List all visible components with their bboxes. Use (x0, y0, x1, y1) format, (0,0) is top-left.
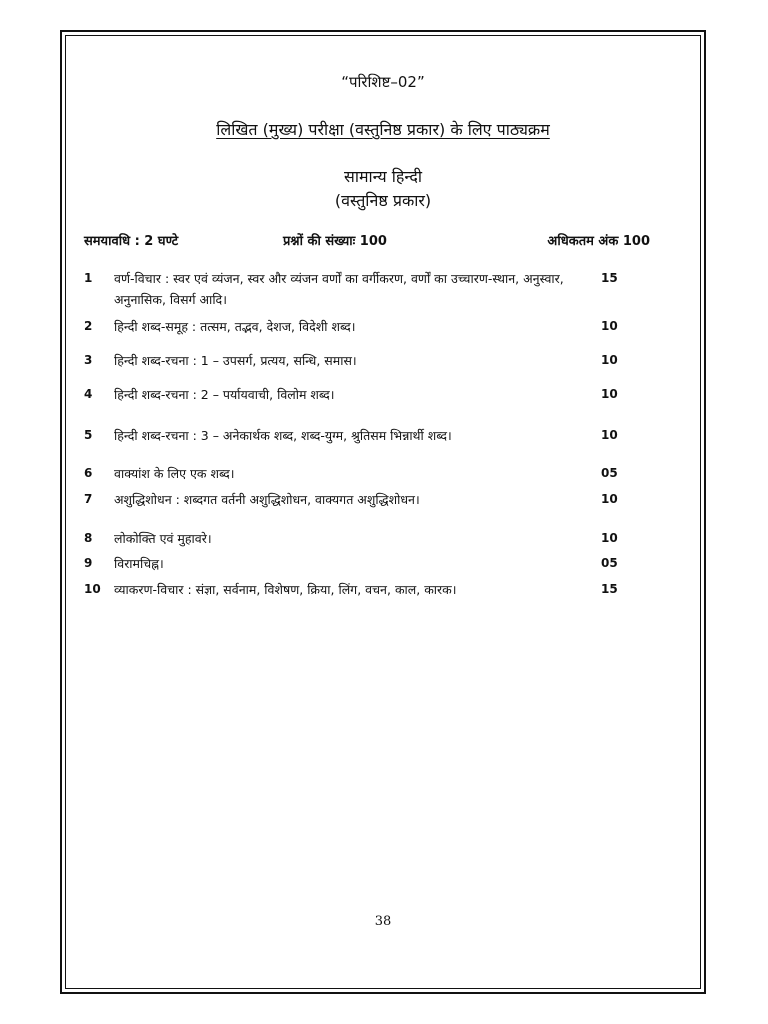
row-number: 6 (84, 466, 93, 480)
question-count: प्रश्नों की संख्याः 100 (283, 234, 387, 249)
row-topic: अशुद्धिशोधन : शब्दगत वर्तनी अशुद्धिशोधन, वाक्यगत अशुद्धिशोधन। (114, 492, 420, 507)
row-topic: हिन्दी शब्द-रचना : 3 – अनेकार्थक शब्द, शब्द-युग्म, श्रुतिसम भिन्नार्थी शब्द। (114, 428, 452, 443)
row-topic: व्याकरण-विचार : संज्ञा, सर्वनाम, विशेषण, क्रिया, लिंग, वचन, काल, कारक। (114, 582, 457, 597)
row-topic: लोकोक्ति एवं मुहावरे। (114, 531, 212, 546)
row-marks: 10 (601, 387, 618, 401)
exam-duration: समयावधि : 2 घण्टे (84, 234, 179, 249)
row-number: 1 (84, 271, 93, 285)
subject-type: (वस्तुनिष्ठ प्रकार) (334, 191, 432, 210)
row-marks: 10 (601, 531, 618, 545)
row-topic: वर्ण-विचार : स्वर एवं व्यंजन, स्वर और व्यंजन वर्णों का वर्गीकरण, वर्णों का उच्चारण-स्थान, अनुस्वार, अनुनासिक, विसर्ग आदि। (114, 271, 564, 307)
row-number: 2 (84, 319, 93, 333)
row-marks: 15 (601, 582, 618, 596)
row-marks: 10 (601, 428, 618, 442)
row-topic: वाक्यांश के लिए एक शब्द। (114, 466, 235, 481)
row-marks: 05 (601, 466, 618, 480)
row-number: 9 (84, 556, 93, 570)
row-marks: 10 (601, 492, 618, 506)
row-number: 3 (84, 353, 93, 367)
appendix-label: “परिशिष्ट–02” (341, 73, 425, 91)
subject-title: सामान्य हिन्दी (344, 167, 422, 186)
row-marks: 15 (601, 271, 618, 285)
row-topic: हिन्दी शब्द-रचना : 1 – उपसर्ग, प्रत्यय, सन्धि, समास। (114, 353, 357, 368)
row-number: 10 (84, 582, 101, 596)
syllabus-heading: लिखित (मुख्य) परीक्षा (वस्तुनिष्ठ प्रकार) के लिए पाठ्यक्रम (216, 120, 550, 139)
row-topic: विरामचिह्न। (114, 556, 164, 571)
row-marks: 05 (601, 556, 618, 570)
row-number: 8 (84, 531, 93, 545)
row-number: 4 (84, 387, 93, 401)
row-marks: 10 (601, 353, 618, 367)
page-number: 38 (374, 914, 392, 929)
row-number: 7 (84, 492, 93, 506)
row-marks: 10 (601, 319, 618, 333)
row-topic: हिन्दी शब्द-रचना : 2 – पर्यायवाची, विलोम शब्द। (114, 387, 335, 402)
max-marks: अधिकतम अंक 100 (547, 234, 650, 249)
row-number: 5 (84, 428, 93, 442)
row-topic: हिन्दी शब्द-समूह : तत्सम, तद्भव, देशज, विदेशी शब्द। (114, 319, 356, 334)
